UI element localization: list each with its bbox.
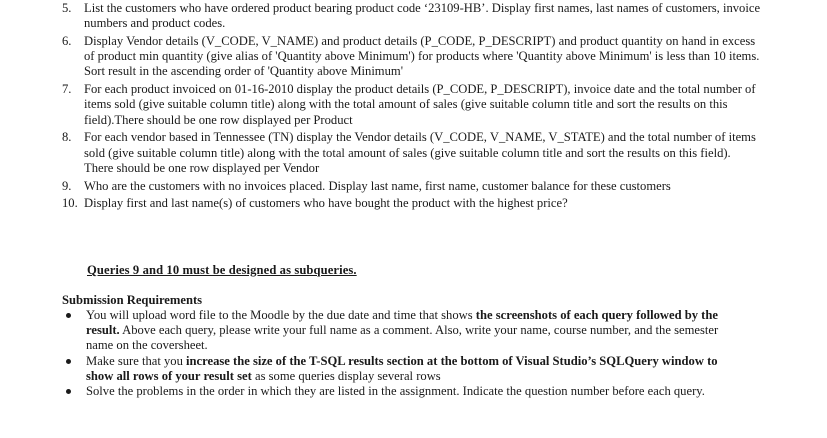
question-list <box>62 1 762 214</box>
bullet-icon <box>66 389 71 394</box>
bullet-icon <box>66 359 71 364</box>
requirement-text-bold: increase the size of the T-SQL results section at the bottom of Visual Studio’s SQLQuery window to show all rows of your result set <box>86 353 718 383</box>
submission-heading: Submission Requirements <box>62 293 203 307</box>
question-number: 10. <box>62 196 78 211</box>
question-number: 6. <box>62 34 72 48</box>
question-item-10 <box>62 196 762 211</box>
question-item-8 <box>62 130 762 176</box>
requirement-text-pre: You will upload word file to the Moodle by the due date and time that shows <box>86 308 476 322</box>
question-number: 9. <box>62 178 72 193</box>
question-item-6 <box>62 34 762 80</box>
subqueries-note: Queries 9 and 10 must be designed as subqueries. <box>87 263 357 277</box>
question-text: List the customers who have ordered product bearing product code ‘23109-HB’. Display first names, last names of customers, invoice numbers and product codes. <box>84 1 761 31</box>
question-number: 5. <box>62 1 72 15</box>
requirement-text-pre: Solve the problems in the order in which they are listed in the assignment. Indicate the question number before each query. <box>86 384 705 399</box>
question-item-5 <box>62 1 762 31</box>
requirement-item <box>62 308 722 354</box>
question-text: For each product invoiced on 01-16-2010 display the product details (P_CODE, P_DESCRIPT), invoice date and the total number of items sold (give suitable column title) along with the total amount of sales (give suitable column title and sort the results on this field).There should be one row displayed per Product <box>84 82 756 127</box>
question-number: 8. <box>62 130 72 145</box>
requirement-item <box>62 384 722 399</box>
requirement-text-post: Above each query, please write your full name as a comment. Also, write your name, course number, and the semester name on the coversheet. <box>86 323 719 353</box>
question-item-9 <box>62 179 762 194</box>
question-text: For each vendor based in Tennessee (TN) display the Vendor details (V_CODE, V_NAME, V_STATE) and the total number of items sold (give suitable column title) along with the total amount of sales (give suitable column title and sort the results on this field). There should be one row displayed per Vendor <box>84 130 756 175</box>
submission-requirements-list <box>62 308 722 399</box>
question-item-7 <box>62 82 762 128</box>
question-text: Who are the customers with no invoices placed. Display last name, first name, customer balance for these customers <box>84 178 671 193</box>
question-text: Display first and last name(s) of customers who have bought the product with the highest price? <box>84 196 568 211</box>
requirement-text-pre: Make sure that you <box>86 353 187 368</box>
bullet-icon <box>66 313 71 318</box>
question-text: Display Vendor details (V_CODE, V_NAME) and product details (P_CODE, P_DESCRIPT) and product quantity on hand in excess of product min quantity (give alias of 'Quantity above Minimum') for products where 'Quantity above Minimum' is less than 10 items. Sort result in the ascending order of 'Quantity above Minimum' <box>84 34 760 79</box>
requirement-text-post: as some queries display several rows <box>251 368 441 383</box>
requirement-text-bold: the screenshots of each query followed by the result. <box>86 308 718 338</box>
question-number: 7. <box>62 82 72 97</box>
requirement-item <box>62 354 722 384</box>
